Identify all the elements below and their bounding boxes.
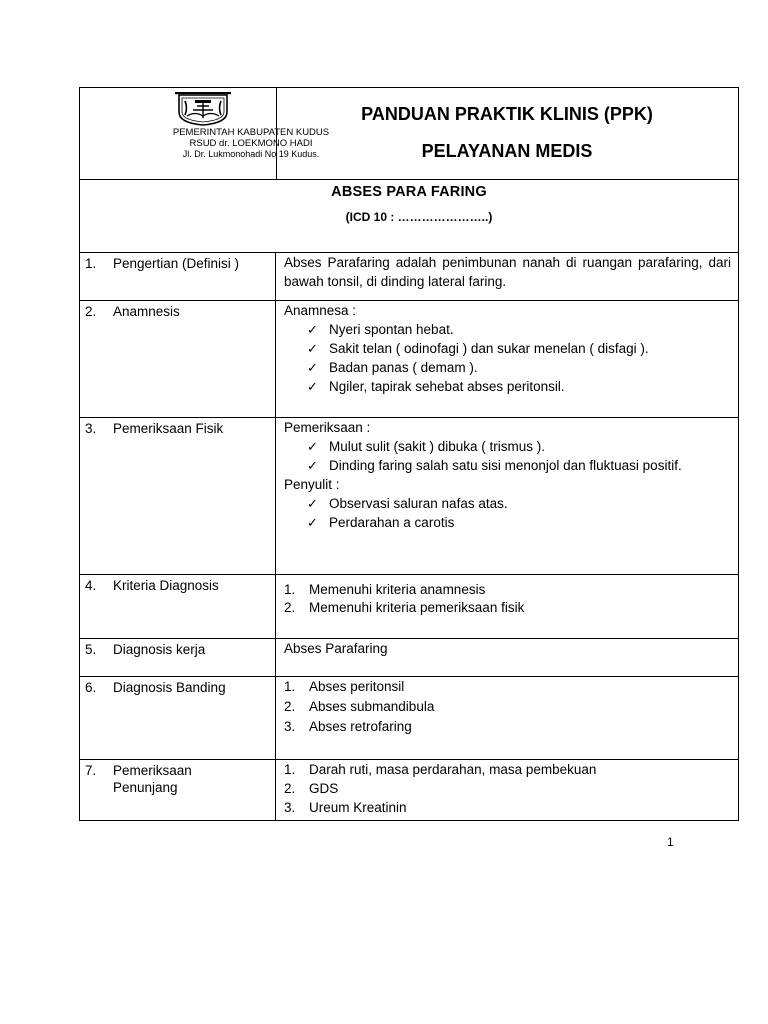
checklist-item: ✓ Perdarahan a carotis: [302, 513, 731, 532]
institution-block: [80, 88, 330, 179]
checklist-item: ✓ Badan panas ( demam ).: [302, 358, 731, 377]
list-item: 2. GDS: [284, 781, 339, 796]
row-label: Anamnesis: [113, 304, 180, 319]
checklist: [284, 494, 731, 532]
section-heading: Anamnesa :: [284, 303, 357, 318]
institution-line-1: PEMERINTAH KABUPATEN KUDUS: [172, 127, 330, 138]
disease-header: [80, 180, 738, 253]
row-number: 1.: [85, 256, 97, 271]
kudus-regency-emblem-icon: [173, 92, 233, 126]
checklist-item: ✓ Ngiler, tapirak sehebat abses peritonsil.: [302, 377, 731, 396]
list-item: 3. Ureum Kreatinin: [284, 800, 407, 815]
row-number: 3.: [85, 421, 97, 436]
list-item: 1. Darah ruti, masa perdarahan, masa pembekuan: [284, 762, 597, 777]
row-label-cell: [80, 418, 276, 574]
table-row: [80, 253, 738, 301]
document-subtitle: PELAYANAN MEDIS: [421, 141, 593, 161]
row-number: 5.: [85, 642, 97, 657]
working-diagnosis: Abses Parafaring: [284, 641, 388, 656]
row-content-cell: [276, 639, 738, 676]
ppk-document-table: [79, 87, 739, 821]
disease-title: ABSES PARA FARING: [331, 184, 487, 200]
list-item: 2. Abses submandibula: [284, 699, 435, 714]
table-row: [80, 677, 738, 760]
row-content-cell: [276, 760, 738, 820]
row-label: Diagnosis Banding: [113, 680, 226, 695]
row-number: 7.: [85, 763, 97, 778]
row-number: 2.: [85, 304, 97, 319]
row-content-cell: [276, 301, 738, 417]
checklist-item: ✓ Sakit telan ( odinofagi ) dan sukar menelan ( disfagi ).: [302, 339, 731, 358]
section-heading: Penyulit :: [284, 477, 340, 492]
row-label-cell: [80, 301, 276, 417]
numbered-list: [284, 760, 731, 817]
checklist-item: ✓ Observasi saluran nafas atas.: [302, 494, 731, 513]
row-label-cell: [80, 639, 276, 676]
checklist: [284, 437, 731, 475]
institution-address: Jl. Dr. Lukmonohadi No 19 Kudus.: [182, 149, 320, 159]
row-label: Diagnosis kerja: [113, 642, 206, 657]
row-number: 4.: [85, 578, 97, 593]
numbered-list: [284, 581, 731, 617]
definition-text: Abses Parafaring adalah penimbunan nanah di ruangan parafaring, dari bawah tonsil, di dinding lateral faring.: [284, 255, 731, 289]
row-content-cell: [276, 575, 738, 638]
table-row: [80, 760, 738, 820]
table-row: [80, 575, 738, 639]
table-row: [80, 301, 738, 418]
row-label: Pengertian (Definisi ): [113, 256, 240, 271]
section-heading: Pemeriksaan :: [284, 420, 371, 435]
row-content-cell: [276, 253, 738, 300]
row-label-cell: [80, 677, 276, 759]
row-content-cell: [276, 677, 738, 759]
table-row: [80, 418, 738, 575]
institution-line-2: RSUD dr. LOEKMONO HADI: [189, 138, 313, 149]
list-item: 1. Abses peritonsil: [284, 679, 405, 694]
document-header: [80, 88, 738, 180]
icd-code: (ICD 10 : …………………..): [345, 210, 493, 224]
row-label-cell: [80, 253, 276, 300]
row-content-cell: [276, 418, 738, 574]
checklist-item: ✓ Mulut sulit (sakit ) dibuka ( trismus ).: [302, 437, 731, 456]
numbered-list: [284, 677, 731, 737]
table-row: [80, 639, 738, 677]
document-title: PANDUAN PRAKTIK KLINIS (PPK): [361, 104, 653, 124]
list-item: 3. Abses retrofaring: [284, 719, 412, 734]
row-label: Kriteria Diagnosis: [113, 578, 219, 593]
row-label: Pemeriksaan Penunjang: [113, 763, 192, 795]
list-item: 2. Memenuhi kriteria pemeriksaan fisik: [284, 600, 525, 615]
page-number: 1: [667, 835, 674, 849]
checklist: [284, 320, 731, 396]
row-number: 6.: [85, 680, 97, 695]
row-label-cell: [80, 760, 276, 820]
list-item: 1. Memenuhi kriteria anamnesis: [284, 582, 486, 597]
checklist-item: ✓ Nyeri spontan hebat.: [302, 320, 731, 339]
row-label: Pemeriksaan Fisik: [113, 421, 224, 436]
row-label-cell: [80, 575, 276, 638]
checklist-item: ✓ Dinding faring salah satu sisi menonjol dan fluktuasi positif.: [302, 456, 731, 475]
